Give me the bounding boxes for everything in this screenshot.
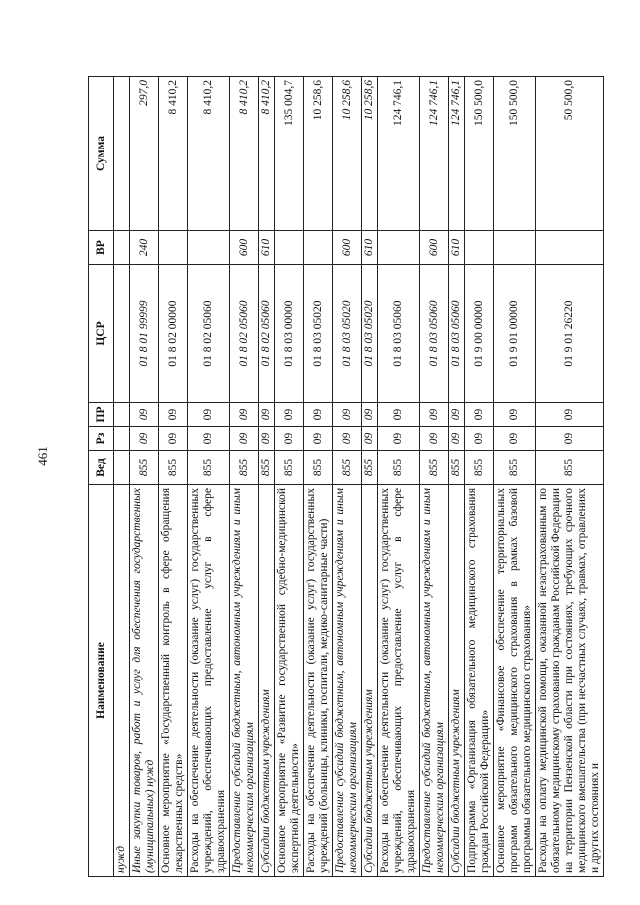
cell-name: Расходы на обеспечение деятельности (оказание услуг) государственных учреждений (больницы, клиники, госпитали, медико-санитарные части) xyxy=(304,485,333,877)
cell-ved: 855 xyxy=(333,451,362,485)
cell-csr: 01 8 01 99999 xyxy=(130,265,159,403)
cell-rz: 09 xyxy=(259,427,275,451)
cell-ved: 855 xyxy=(449,451,465,485)
cell-rz: 09 xyxy=(536,427,604,451)
cell-csr: 01 9 01 00000 xyxy=(494,265,536,403)
cell-ved: 855 xyxy=(275,451,304,485)
cell-csr: 01 8 03 05060 xyxy=(378,265,420,403)
cell-ved: 855 xyxy=(130,451,159,485)
cell-rz: 09 xyxy=(378,427,420,451)
cell-vr: 610 xyxy=(449,231,465,265)
cell-name: Основное мероприятие «Государственный контроль в сфере обращения лекарственных средств» xyxy=(159,485,188,877)
cell-sum: 8 410,2 xyxy=(188,77,230,231)
cell-pr: 09 xyxy=(259,403,275,427)
cell-ved: 855 xyxy=(188,451,230,485)
cell-name: Иные закупки товаров, работ и услуг для обеспечения государственных (муниципальных) нужд xyxy=(130,485,159,877)
cell-pr: 09 xyxy=(494,403,536,427)
header-ved: Вед xyxy=(89,451,114,485)
cell-rz: 09 xyxy=(465,427,494,451)
cell-sum: 50 500,0 xyxy=(536,77,604,231)
cell-rz: 09 xyxy=(362,427,378,451)
cell-rz: 09 xyxy=(159,427,188,451)
cell-vr: 600 xyxy=(333,231,362,265)
cell-pr: 09 xyxy=(188,403,230,427)
cell-name: Предоставление субсидий бюджетным, автономным учреждениям и иным некоммерческим организациям xyxy=(333,485,362,877)
cell-vr: 240 xyxy=(130,231,159,265)
cell-vr xyxy=(536,231,604,265)
cell-sum: 8 410,2 xyxy=(159,77,188,231)
cell-vr: 600 xyxy=(420,231,449,265)
cell-csr: 01 8 02 05060 xyxy=(230,265,259,403)
cell-rz: 09 xyxy=(188,427,230,451)
cell-csr xyxy=(114,265,130,403)
cell-rz: 09 xyxy=(420,427,449,451)
cell-sum: 124 746,1 xyxy=(449,77,465,231)
cell-ved: 855 xyxy=(465,451,494,485)
table-row xyxy=(465,77,494,877)
cell-ved: 855 xyxy=(378,451,420,485)
cell-pr: 09 xyxy=(130,403,159,427)
cell-sum: 10 258,6 xyxy=(333,77,362,231)
cell-pr xyxy=(114,403,130,427)
cell-ved xyxy=(114,451,130,485)
cell-rz: 09 xyxy=(275,427,304,451)
table-row xyxy=(494,77,536,877)
table-row xyxy=(159,77,188,877)
cell-vr xyxy=(378,231,420,265)
cell-ved: 855 xyxy=(159,451,188,485)
header-pr: ПР xyxy=(89,403,114,427)
cell-name: Субсидии бюджетным учреждениям xyxy=(259,485,275,877)
cell-pr: 09 xyxy=(230,403,259,427)
cell-name: Предоставление субсидий бюджетным, автономным учреждениям и иным некоммерческим организациям xyxy=(420,485,449,877)
cell-name: Подпрограмма «Организация обязательного медицинского страхования граждан Российской Федерации» xyxy=(465,485,494,877)
header-csr: ЦСР xyxy=(89,265,114,403)
cell-pr: 09 xyxy=(304,403,333,427)
cell-pr: 09 xyxy=(420,403,449,427)
cell-vr: 600 xyxy=(230,231,259,265)
cell-name: Субсидии бюджетным учреждениям xyxy=(449,485,465,877)
cell-csr: 01 8 02 05060 xyxy=(188,265,230,403)
table-row xyxy=(188,77,230,877)
table-row xyxy=(420,77,449,877)
cell-pr: 09 xyxy=(378,403,420,427)
cell-sum: 8 410,2 xyxy=(230,77,259,231)
table-row xyxy=(230,77,259,877)
cell-pr: 09 xyxy=(362,403,378,427)
cell-sum: 297,0 xyxy=(130,77,159,231)
cell-rz: 09 xyxy=(230,427,259,451)
cell-sum: 124 746,1 xyxy=(420,77,449,231)
cell-vr xyxy=(114,231,130,265)
cell-csr: 01 8 03 05060 xyxy=(449,265,465,403)
table-row xyxy=(130,77,159,877)
cell-csr: 01 8 02 00000 xyxy=(159,265,188,403)
cell-vr xyxy=(188,231,230,265)
cell-pr: 09 xyxy=(465,403,494,427)
cell-ved: 855 xyxy=(230,451,259,485)
cell-sum: 124 746,1 xyxy=(378,77,420,231)
cell-name: Основное мероприятие «Финансовое обеспечение территориальных программ обязательного медицинского страхования в рамках базовой программы обязательного медицинского страхования» xyxy=(494,485,536,877)
header-vr: ВР xyxy=(89,231,114,265)
table-row xyxy=(333,77,362,877)
cell-name: Расходы на обеспечение деятельности (оказание услуг) государственных учреждений, обеспечивающих предоставление услуг в сфере здравоохранения xyxy=(378,485,420,877)
cell-ved: 855 xyxy=(304,451,333,485)
cell-csr: 01 8 03 05060 xyxy=(420,265,449,403)
cell-ved: 855 xyxy=(362,451,378,485)
cell-sum: 8 410,2 xyxy=(259,77,275,231)
cell-pr: 09 xyxy=(536,403,604,427)
cell-sum: 10 258,6 xyxy=(362,77,378,231)
cell-ved: 855 xyxy=(536,451,604,485)
cell-sum: 150 500,0 xyxy=(494,77,536,231)
table-body xyxy=(114,77,604,877)
header-name: Наименование xyxy=(89,485,114,877)
cell-csr: 01 8 02 05060 xyxy=(259,265,275,403)
table-row xyxy=(536,77,604,877)
cell-rz: 09 xyxy=(333,427,362,451)
table-row xyxy=(362,77,378,877)
cell-sum: 150 500,0 xyxy=(465,77,494,231)
page-number: 461 xyxy=(35,446,50,466)
header-sum: Сумма xyxy=(89,77,114,231)
cell-rz: 09 xyxy=(130,427,159,451)
cell-pr: 09 xyxy=(333,403,362,427)
header-rz: Рз xyxy=(89,427,114,451)
cell-name: Расходы на оплату медицинской помощи, оказанной незастрахованным по обязательному медицинскому страхованию гражданам Российской Федерации на территории Пензенской области при состояниях, требующих срочного медицинского вмешательства (при несчастных случаях, травмах, отравлениях и других состояниях и xyxy=(536,485,604,877)
table-row xyxy=(449,77,465,877)
cell-sum xyxy=(114,77,130,231)
cell-sum: 135 004,7 xyxy=(275,77,304,231)
cell-pr: 09 xyxy=(275,403,304,427)
cell-name: Основное мероприятие «Развитие государственной судебно-медицинской экспертной деятельности» xyxy=(275,485,304,877)
cell-ved: 855 xyxy=(259,451,275,485)
cell-pr: 09 xyxy=(159,403,188,427)
cell-name: Предоставление субсидий бюджетным, автономным учреждениям и иным некоммерческим организациям xyxy=(230,485,259,877)
cell-name: Субсидии бюджетным учреждениям xyxy=(362,485,378,877)
cell-vr xyxy=(159,231,188,265)
cell-csr: 01 8 03 05020 xyxy=(304,265,333,403)
table-row xyxy=(275,77,304,877)
rotated-page xyxy=(88,77,628,877)
cell-pr: 09 xyxy=(449,403,465,427)
header-row xyxy=(89,77,114,877)
cell-rz: 09 xyxy=(449,427,465,451)
cell-vr xyxy=(465,231,494,265)
cell-sum: 10 258,6 xyxy=(304,77,333,231)
table-row xyxy=(259,77,275,877)
cell-name: Расходы на обеспечение деятельности (оказание услуг) государственных учреждений, обеспечивающих предоставление услуг в сфере здравоохранения xyxy=(188,485,230,877)
cell-name: нужд xyxy=(114,485,130,877)
cell-csr: 01 9 01 26220 xyxy=(536,265,604,403)
cell-vr xyxy=(275,231,304,265)
cell-vr: 610 xyxy=(362,231,378,265)
cell-rz: 09 xyxy=(494,427,536,451)
cell-csr: 01 8 03 00000 xyxy=(275,265,304,403)
table-row xyxy=(378,77,420,877)
cell-csr: 01 9 00 00000 xyxy=(465,265,494,403)
cell-vr: 610 xyxy=(259,231,275,265)
cell-vr xyxy=(494,231,536,265)
cell-csr: 01 8 03 05020 xyxy=(333,265,362,403)
table-row xyxy=(304,77,333,877)
cell-ved: 855 xyxy=(420,451,449,485)
cell-rz xyxy=(114,427,130,451)
cell-rz: 09 xyxy=(304,427,333,451)
table-row xyxy=(114,77,130,877)
cell-csr: 01 8 03 05020 xyxy=(362,265,378,403)
cell-ved: 855 xyxy=(494,451,536,485)
budget-table xyxy=(88,76,604,877)
cell-vr xyxy=(304,231,333,265)
